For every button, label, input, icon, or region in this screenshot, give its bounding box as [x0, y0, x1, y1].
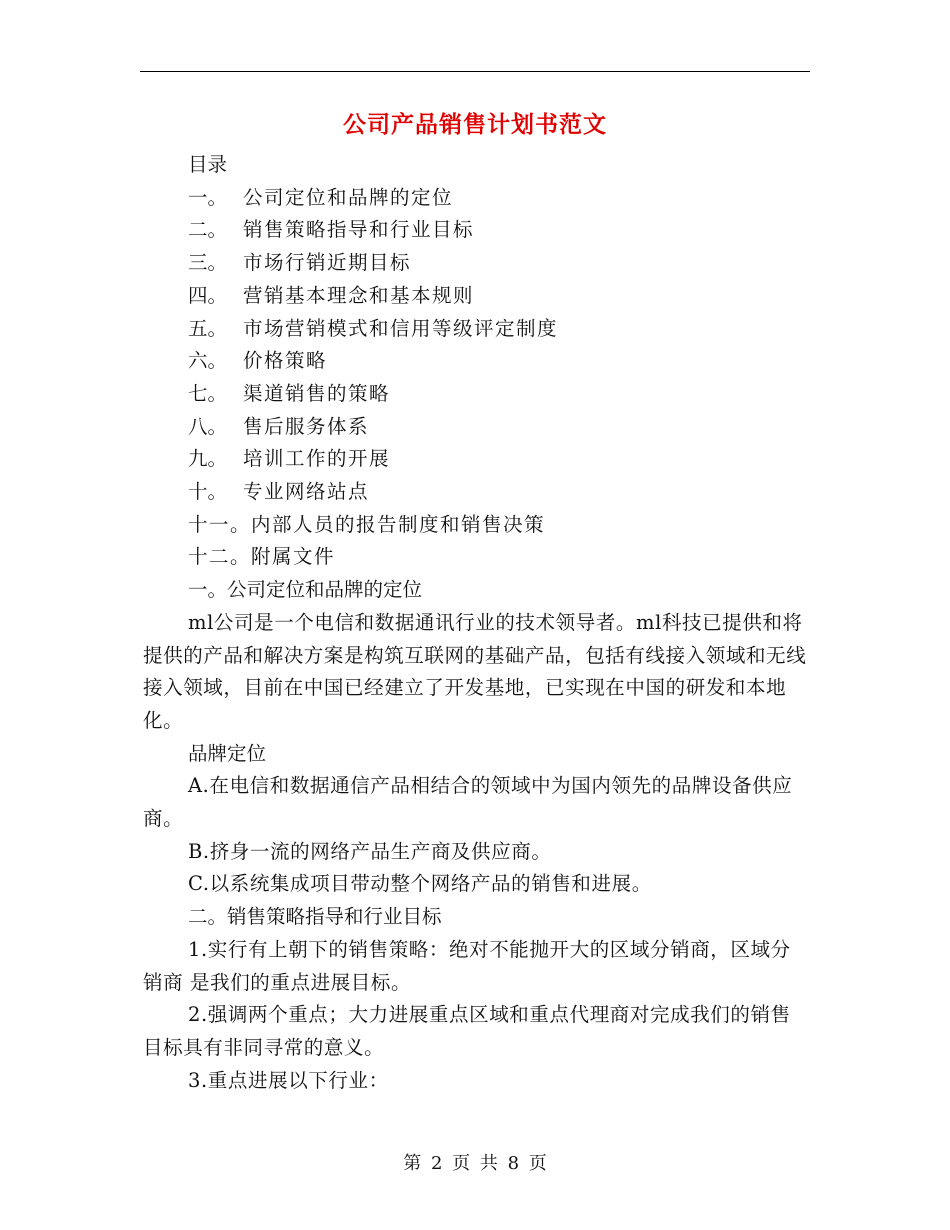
list-item: B.挤身一流的网络产品生产商及供应商。	[188, 839, 552, 863]
toc-item-label: 公司定位和品牌的定位	[243, 185, 454, 209]
toc-item	[143, 313, 809, 346]
toc-item-number: 八。	[188, 414, 228, 438]
toc-item	[143, 411, 809, 444]
toc-item-label: 培训工作的开展	[243, 447, 391, 471]
toc-item: 十一。内部人员的报告制度和销售决策	[188, 512, 546, 536]
toc-item-label: 营销基本理念和基本规则	[243, 283, 475, 307]
toc-item-number: 三。	[188, 251, 228, 275]
toc-item-number: 六。	[188, 349, 228, 373]
toc-item	[143, 443, 809, 476]
header-rule	[140, 71, 810, 72]
toc-item-label: 渠道销售的策略	[243, 381, 391, 405]
document-title: 公司产品销售计划书范文	[343, 111, 607, 138]
toc-item-number: 十。	[188, 480, 228, 504]
toc-item-label: 市场行销近期目标	[243, 251, 412, 275]
toc-item-label: 价格策略	[243, 349, 328, 373]
toc-item-number: 二。	[188, 218, 228, 242]
list-item: 3.重点进展以下行业：	[188, 1068, 389, 1092]
toc-item-number: 四。	[188, 283, 228, 307]
toc-item: 十二。附属文件	[188, 545, 336, 569]
page-number-footer: 第 2 页 共 8 页	[403, 1153, 547, 1174]
toc-item	[143, 378, 809, 411]
toc-item	[143, 247, 809, 280]
toc-item-label: 售后服务体系	[243, 414, 370, 438]
toc-item-label: 销售策略指导和行业目标	[243, 218, 475, 242]
toc-item	[143, 476, 809, 509]
toc-item-number: 七。	[188, 381, 228, 405]
toc-item-number: 五。	[188, 316, 228, 340]
table-of-contents	[143, 182, 809, 574]
toc-item-label: 专业网络站点	[243, 480, 370, 504]
subsection-heading: 品牌定位	[188, 741, 267, 765]
list-item: 1.实行有上朝下的销售策略：绝对不能抛开大的区域分销商，区域分销商 是我们的重点进展目标。	[143, 937, 791, 994]
toc-item-number: 九。	[188, 447, 228, 471]
toc-item	[143, 345, 809, 378]
toc-item-label: 市场营销模式和信用等级评定制度	[243, 316, 559, 340]
list-item: 2.强调两个重点；大力进展重点区域和重点代理商对完成我们的销售目标具有非同寻常的意义。	[143, 1003, 791, 1059]
section-heading: 一。公司定位和品牌的定位	[188, 578, 423, 602]
section-heading: 二。销售策略指导和行业目标	[188, 905, 442, 929]
toc-item	[143, 182, 809, 215]
toc-item	[143, 214, 809, 247]
toc-heading: 目录	[188, 153, 228, 176]
body-paragraph: ml公司是一个电信和数据通讯行业的技术领导者。ml科技已提供和将提供的产品和解决方案是构筑互联网的基础产品，包括有线接入领域和无线接入领域，目前在中国已经建立了开发基地，已实现在中国的研发和本地化。	[143, 610, 807, 732]
list-item: A.在电信和数据通信产品相结合的领域中为国内领先的品牌设备供应商。	[143, 774, 793, 831]
toc-item	[143, 280, 809, 313]
list-item: C.以系统集成项目带动整个网络产品的销售和进展。	[188, 872, 652, 896]
document-body	[143, 149, 809, 1097]
toc-item-number: 一。	[188, 185, 228, 209]
